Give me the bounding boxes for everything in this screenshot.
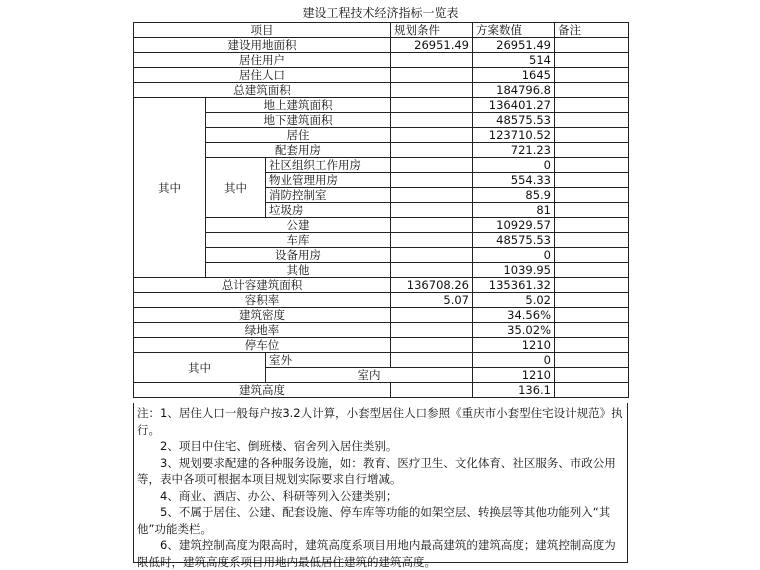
table-row: 其中 地上建筑面积 136401.27 — [134, 98, 629, 113]
note-5: 5、不属于居住、公建、配套设施、停车库等功能的如架空层、转换层等其他功能列入“其他”功能类栏。 — [137, 505, 611, 536]
parking-group-label: 其中 — [134, 353, 266, 383]
table-row: 其中 社区组织工作用房 0 — [134, 158, 629, 173]
table-row: 居住用户 514 — [134, 53, 629, 68]
table-row: 配套用房 721.23 — [134, 143, 629, 158]
table-row — [134, 23, 629, 38]
table-row: 公建 10929.57 — [134, 218, 629, 233]
table-row: 绿地率 35.02% — [134, 323, 629, 338]
table-row: 室内 1210 — [134, 368, 629, 383]
group-label: 其中 — [134, 98, 206, 278]
table-row: 其他 1039.95 — [134, 263, 629, 278]
table-row: 建设用地面积 26951.49 26951.49 — [134, 38, 629, 53]
table-row: 车库 48575.53 — [134, 233, 629, 248]
note-4: 4、商业、酒店、办公、科研等列入公建类别； — [160, 488, 398, 503]
header-remark: 备注 — [555, 23, 629, 38]
table-row: 总计容建筑面积 136708.26 135361.32 — [134, 278, 629, 293]
table-row: 总建筑面积 184796.8 — [134, 83, 629, 98]
table-row: 设备用房 0 — [134, 248, 629, 263]
table-row: 垃圾房 81 — [134, 203, 629, 218]
table-row: 消防控制室 85.9 — [134, 188, 629, 203]
notes-block — [133, 403, 628, 569]
table-row: 容积率 5.07 5.02 — [134, 293, 629, 308]
note-3: 3、规划要求配建的各种服务设施，如：教育、医疗卫生、文化体育、社区服务、市政公用等，表中各项可根据本项目规划实际要求自行增减。 — [137, 455, 616, 486]
table-row: 物业管理用房 554.33 — [134, 173, 629, 188]
table-row: 建筑密度 34.56% — [134, 308, 629, 323]
indicator-table — [133, 22, 629, 398]
table-title: 建设工程技术经济指标一览表 — [302, 6, 459, 20]
note-1: 注：1、居住人口一般每户按3.2人计算，小套型居住人口参照《重庆市小套型住宅设计规范》执行。 — [137, 406, 623, 437]
table-row: 地下建筑面积 48575.53 — [134, 113, 629, 128]
header-scheme: 方案数值 — [473, 23, 555, 38]
table-row: 居住人口 1645 — [134, 68, 629, 83]
header-planned: 规划条件 — [391, 23, 473, 38]
note-2: 2、项目中住宅、倒班楼、宿舍列入居住类别。 — [160, 439, 398, 453]
table-row: 建筑高度 136.1 — [134, 383, 629, 398]
header-item: 项目 — [134, 23, 391, 38]
note-6: 6、建筑控制高度为限高时，建筑高度系项目用地内最高建筑的建筑高度；建筑控制高度为限低时，建筑高度系项目用地内最低居住建筑的建筑高度。 — [137, 538, 616, 569]
table-row: 其中 室外 0 — [134, 353, 629, 368]
table-row: 居住 123710.52 — [134, 128, 629, 143]
subgroup-label: 其中 — [206, 158, 266, 218]
table-row: 停车位 1210 — [134, 338, 629, 353]
